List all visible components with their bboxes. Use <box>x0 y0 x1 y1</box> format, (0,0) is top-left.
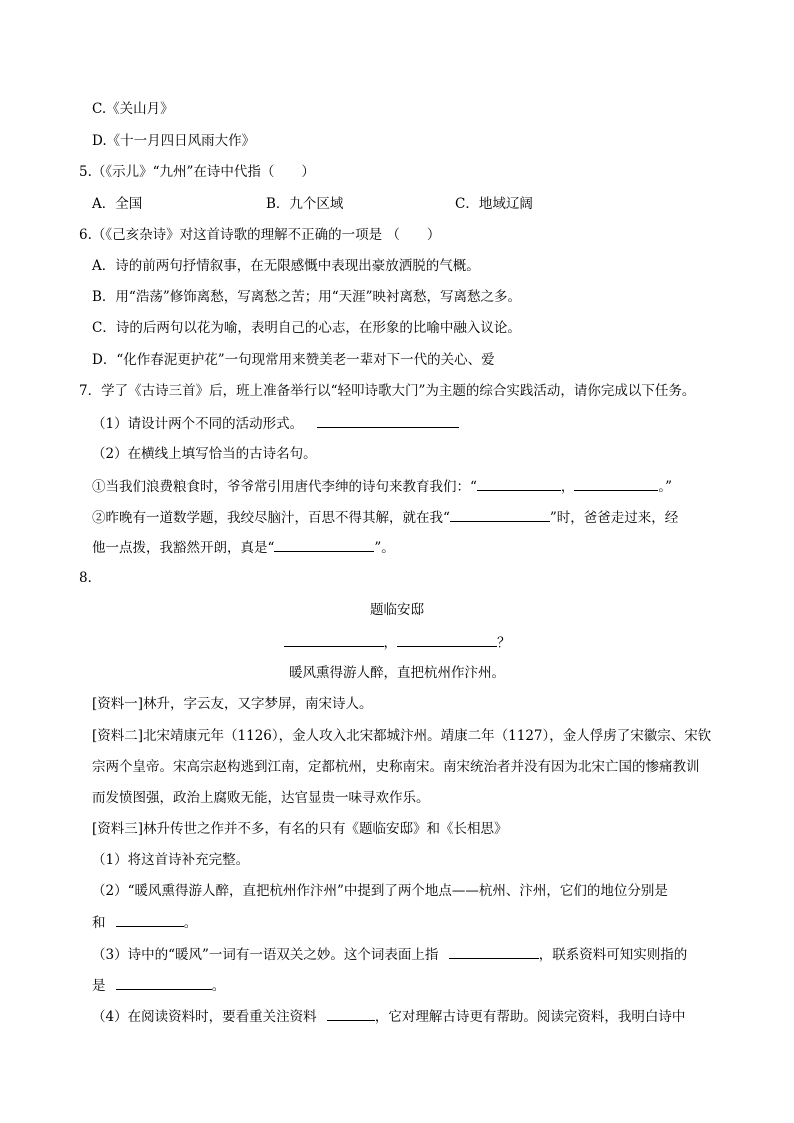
q8-poem-blank-2[interactable] <box>397 632 497 647</box>
q7-item1-separator: ， <box>560 479 575 495</box>
q8-sub3-blank-1[interactable] <box>449 944 539 959</box>
q8-sub3-line1 <box>92 944 687 965</box>
q8-reference-3: [资料三]林升传世之作并不多，有名的只有《题临安邸》和《长相思》 <box>92 821 508 837</box>
q5-stem: 5.（《示儿》“九州”在诗中代指（ ） <box>79 164 315 180</box>
q8-number: 8． <box>79 570 102 586</box>
q8-sub3-is: 是 <box>92 978 106 994</box>
q6-option-a: A．诗的前两句抒情叙事，在无限感慨中表现出豪放洒脱的气概。 <box>92 258 480 274</box>
q8-sub3-blank-2[interactable] <box>116 975 212 990</box>
q7-item1-blank-2[interactable] <box>574 476 658 491</box>
q8-sub1: （1）将这首诗补充完整。 <box>92 852 250 868</box>
q8-poem-question-mark: ？ <box>497 635 511 651</box>
q7-item1 <box>92 476 672 497</box>
q7-item2-line2 <box>92 537 395 558</box>
q7-sub1-blank[interactable] <box>317 413 459 428</box>
q5-option-a: A．全国 <box>92 196 143 212</box>
q7-item1-text: ①当我们浪费粮食时，爷爷常引用唐代李绅的诗句来教育我们：“ <box>92 479 477 495</box>
q7-sub2: （2）在横线上填写恰当的古诗名句。 <box>92 446 317 462</box>
q5-option-c: C．地域辽阔 <box>455 196 533 212</box>
q8-reference-1: [资料一]林升，字云友，又字梦屏，南宋诗人。 <box>92 696 373 712</box>
q8-sub2-end: 。 <box>183 915 198 931</box>
q7-item2-text: ②昨晚有一道数学题，我绞尽脑汁，百思不得其解，就在我“ <box>92 510 450 526</box>
q7-stem: 7．学了《古诗三首》后，班上准备举行以“轻叩诗歌大门”为主题的综合实践活动，请你完成以下任务。 <box>79 383 696 399</box>
q8-sub4-blank[interactable] <box>327 1006 375 1021</box>
q8-sub3-line2 <box>92 975 225 996</box>
q8-poem-line2: 暖风熏得游人醉，直把杭州作汴州。 <box>289 665 505 681</box>
q8-sub2-and: 和 <box>92 915 106 931</box>
q7-sub1 <box>92 413 459 434</box>
q8-sub4-text: （4）在阅读资料时，要看重关注资料 <box>92 1009 317 1025</box>
q6-stem: 6.（《己亥杂诗》对这首诗歌的理解不正确的一项是 （ ） <box>79 227 441 243</box>
q7-item2-line2-text: 他一点拨，我豁然开朗，真是“ <box>92 540 275 556</box>
q7-item2-blank-2[interactable] <box>274 537 374 552</box>
q8-sub4-text-after: ，它对理解古诗更有帮助。阅读完资料，我明白诗中 <box>374 1009 686 1025</box>
q7-item1-end: 。” <box>658 479 673 495</box>
q7-item2-line2-end: ”。 <box>374 540 395 556</box>
q8-sub3-end: 。 <box>211 978 226 994</box>
q8-sub2-line2 <box>92 912 197 933</box>
q5-option-b: B．九个区域 <box>266 196 344 212</box>
q8-reference-2-line1: [资料二]北宋靖康元年（1126），金人攻入北宋都城汴州。靖康二年（1127），金人俘虏了宋徽宗、宋钦 <box>92 728 712 744</box>
q8-reference-2-line3: 而发愤图强，政治上腐败无能，达官显贵一味寻欢作乐。 <box>92 790 430 806</box>
q8-poem-blank-1[interactable] <box>284 632 384 647</box>
q7-sub1-text: （1）请设计两个不同的活动形式。 <box>92 416 304 432</box>
q6-option-b: B．用“浩荡”修饰离愁，写离愁之苦；用“天涯”映衬离愁，写离愁之多。 <box>92 289 522 305</box>
q8-poem-separator: ， <box>383 635 397 651</box>
q8-sub3-text-after: ，联系资料可知实则指的 <box>538 947 688 963</box>
q8-poem-line1 <box>0 632 794 653</box>
q8-sub3-text: （3）诗中的“暖风”一词有一语双关之妙。这个词表面上指 <box>92 947 439 963</box>
q7-item2-text-after: ”时，爸爸走过来，经 <box>549 510 679 526</box>
q7-item2 <box>92 507 678 528</box>
q7-item1-blank-1[interactable] <box>477 476 561 491</box>
q8-sub2-line1: （2）“暖风熏得游人醉，直把杭州作汴州”中提到了两个地点——杭州、汴州，它们的地位分别是 <box>92 883 668 899</box>
q8-reference-2-line2: 宗两个皇帝。宋高宗赵构逃到江南，定都杭州，史称南宋。南宋统治者并没有因为北宋亡国的惨痛教训 <box>92 759 700 775</box>
q8-sub2-blank[interactable] <box>116 912 184 927</box>
q6-option-c: C．诗的后两句以花为喻，表明自己的心志，在形象的比喻中融入议论。 <box>92 320 521 336</box>
q6-option-d: D．“化作春泥更护花”一句现常用来赞美老一辈对下一代的关心、爱 <box>92 352 495 368</box>
q8-poem-title: 题临安邸 <box>370 602 424 618</box>
q8-sub4 <box>92 1006 685 1027</box>
q4-option-c: C.《关山月》 <box>92 101 174 117</box>
q7-item2-blank-1[interactable] <box>450 507 550 522</box>
q4-option-d: D.《十一月四日风雨大作》 <box>92 133 256 149</box>
